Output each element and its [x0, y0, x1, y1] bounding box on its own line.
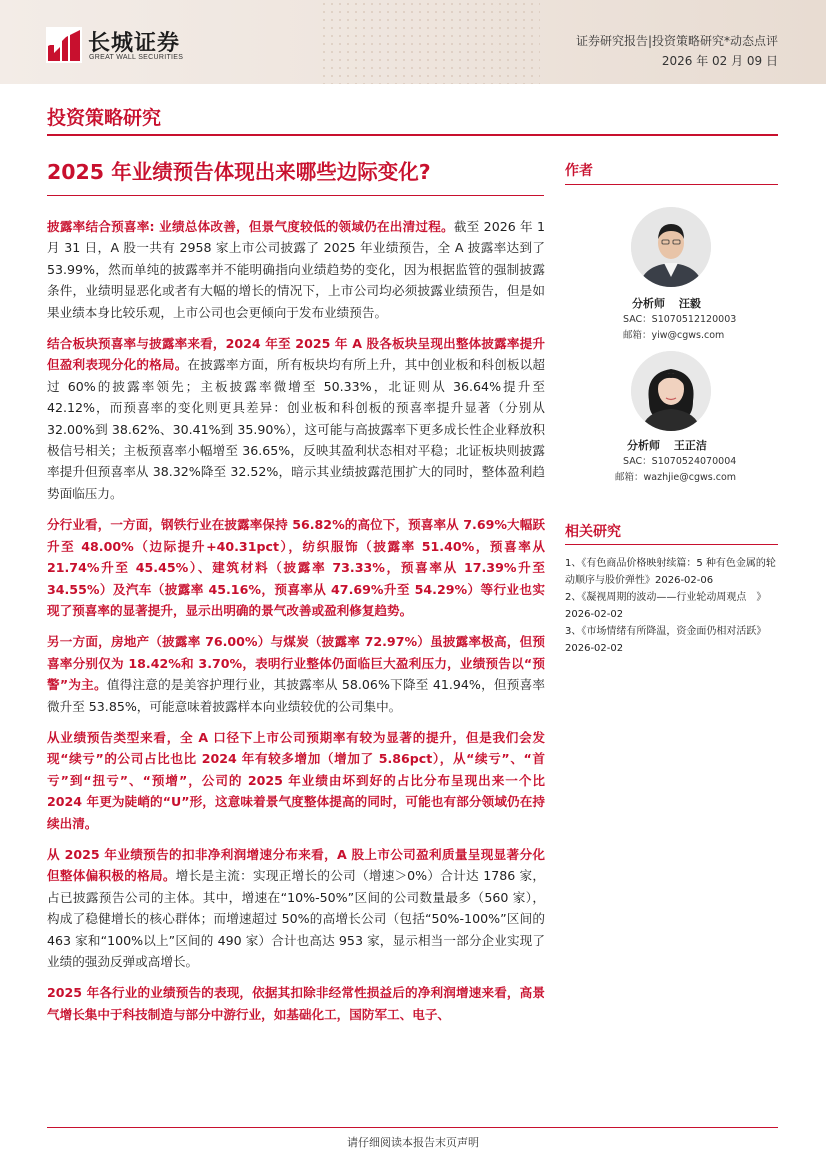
analyst-email[interactable]: 邮箱：yiw@cgws.com [623, 330, 725, 341]
paragraph-lead: 结合板块预喜率与披露率来看，2024 年至 2025 年 A 股各板块呈现出整体披露率提升但盈利表现分化的格局。 [47, 336, 545, 373]
analyst-name: 分析师 汪毅 [632, 297, 701, 310]
analyst-avatar [631, 207, 711, 287]
report-body [47, 216, 545, 1035]
footer-disclaimer: 请仔细阅读本报告末页声明 [347, 1136, 479, 1149]
paragraph-lead: 披露率结合预喜率: 业绩总体改善，但景气度较低的领域仍在出清过程。 [47, 219, 454, 234]
paragraph [47, 982, 545, 1025]
female-portrait-icon [631, 351, 711, 431]
analyst-avatar [631, 351, 711, 431]
paragraph-lead: 从业绩预告类型来看，全 A 口径下上市公司预期率有较为显著的提升，但是我们会发现“续亏”的公司占比也比 2024 年有较多增加（增加了 5.86pct），从“续亏”、“首亏”到“扭亏”、“预增”，公司的 2025 年业绩由坏到好的占比分布呈现出来一个比 2024 年更为陡峭的“U”形，这意味着景气度整体提高的同时，可能也有部分领域仍在持续出清。 [47, 729, 545, 831]
brand-name-en: GREAT WALL SECURITIES [89, 54, 184, 61]
analyst-sac: SAC：S1070512120003 [623, 314, 737, 325]
paragraph [47, 727, 545, 834]
authors-divider [565, 184, 778, 185]
related-item[interactable]: 2、《凝视周期的波动——行业轮动周观点 》2026-02-02 [565, 592, 767, 620]
related-list [565, 555, 780, 657]
paragraph-body: 值得注意的是美容护理行业，其披露率从 58.06%下降至 41.94%，但预喜率微升至 53.85%，可能意味着披露样本向业绩较优的公司集中。 [47, 677, 545, 714]
great-wall-logo-icon [46, 27, 82, 63]
paragraph-lead: 分行业看，一方面，钢铁行业在披露率保持 56.82%的高位下，预喜率从 7.69%大幅跃升至 48.00%（边际提升+40.31pct），纺织服饰（披露率 51.40%，预喜率从 21.74%升至 45.45%）、建筑材料（披露率 73.33%，预喜率从 17.39%升至 34.55%）及汽车（披露率 45.16%，预喜率从 47.69%升至 54.29%）等行业也实现了预喜率的显著提升，显示出明确的景气改善或盈利修复趋势。 [47, 517, 545, 618]
paragraph-body: 截至 2026 年 1 月 31 日，A 股一共有 2958 家上市公司披露了 2025 年业绩预告，全 A 披露率达到了 53.99%，然而单纯的披露率并不能明确指向业绩趋势的变化，因为根据监管的强制披露条件，业绩明显恶化或者有大幅的增长的情况下，上市公司均必须披露业绩预告，但是如果业绩本身比较乐观，上市公司也会更倾向于发布业绩预告。 [47, 219, 545, 320]
header-pattern [320, 0, 540, 84]
paragraph [47, 216, 545, 323]
male-portrait-icon [631, 207, 711, 287]
paragraph [47, 333, 545, 504]
header-divider [47, 134, 778, 136]
report-category: 投资策略研究 [47, 107, 162, 129]
related-item[interactable]: 1、《有色商品价格映射续篇：5 种有色金属的轮动顺序与股价弹性》2026-02-06 [565, 558, 776, 586]
footer-divider [47, 1127, 778, 1128]
paragraph-lead: 2025 年各行业的业绩预告的表现，依据其扣除非经常性损益后的净利润增速来看，高景气增长集中于科技制造与部分中游行业，如基础化工，国防军工、电子、 [47, 985, 545, 1022]
page-title: 2025 年业绩预告体现出来哪些边际变化? [47, 160, 431, 184]
report-type: 证券研究报告|投资策略研究*动态点评 [575, 34, 778, 48]
paragraph [47, 844, 545, 972]
title-divider [47, 195, 544, 196]
brand-name: 长城证券 [88, 30, 181, 56]
paragraph [47, 514, 545, 621]
analyst-name: 分析师 王正洁 [627, 439, 707, 452]
authors-heading: 作者 [565, 163, 593, 179]
paragraph [47, 631, 545, 717]
related-divider [565, 544, 778, 545]
related-heading: 相关研究 [565, 524, 621, 540]
report-date: 2026 年 02 月 09 日 [661, 54, 778, 68]
analyst-sac: SAC：S1070524070004 [623, 456, 737, 467]
analyst-email[interactable]: 邮箱：wazhjie@cgws.com [615, 472, 737, 483]
paragraph-body: 在披露率方面，所有板块均有所上升，其中创业板和科创板以超过 60%的披露率领先；主板披露率微增至 50.33%，北证则从 36.64%提升至 42.12%，而预喜率的变化则更具差异：创业板和科创板的预喜率提升显著（分别从 32.00%到 38.62%、30.41%到 35.90%），这可能与高披露率下更多成长性企业释放积极信号相关；主板预喜率小幅增至 36.65%，反映其盈利状态相对平稳；北证板块则披露率提升但预喜率从 38.32%降至 32.52%，暗示其业绩披露范围扩大的同时，整体盈利趋势面临压力。 [47, 357, 546, 501]
paragraph-lead: 从 2025 年业绩预告的扣非净利润增速分布来看，A 股上市公司盈利质量呈现显著分化但整体偏积极的格局。 [47, 846, 545, 884]
related-item[interactable]: 3、《市场情绪有所降温，资金面仍相对活跃》2026-02-02 [565, 626, 767, 654]
paragraph-lead: 另一方面，房地产（披露率 76.00%）与煤炭（披露率 72.97%）虽披露率极高，但预喜率分别仅为 18.42%和 3.70%，表明行业整体仍面临巨大盈利压力，业绩预告以“预警”为主。 [47, 634, 545, 693]
paragraph-body: 增长是主流：实现正增长的公司（增速＞0%）合计达 1786 家，占已披露预告公司的主体。其中，增速在“10%-50%”区间的公司数量最多（560 家），构成了稳健增长的核心群体；而增速超过 50%的高增长公司（包括“50%-100%”区间的 463 家和“100%以上”区间的 490 家）合计也高达 953 家，显示相当一部分企业实现了业绩的强劲反弹或高增长。 [47, 868, 545, 969]
